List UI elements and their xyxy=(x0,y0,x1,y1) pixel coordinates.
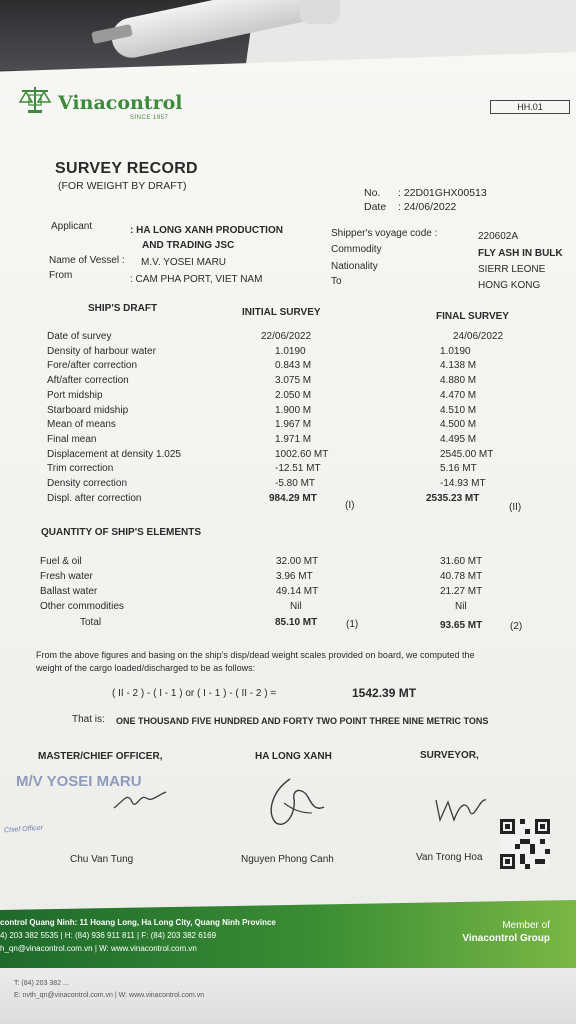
total-label: Total xyxy=(80,617,102,628)
voyage-label: Shipper's voyage code : xyxy=(331,228,438,239)
vessel-value: M.V. YOSEI MARU xyxy=(141,257,227,268)
result-value: 1542.39 MT xyxy=(352,686,417,700)
applicant-value-line2: AND TRADING JSC xyxy=(142,240,235,251)
element-row-label: Fresh water xyxy=(40,571,93,582)
element-row-final: 21.27 MT xyxy=(440,586,483,597)
master-signature xyxy=(110,780,170,820)
draft-row-final: -14.93 MT xyxy=(440,478,486,489)
qr-code-icon xyxy=(500,818,550,870)
draft-row-initial: 1.967 M xyxy=(275,419,312,431)
draft-row-initial: 3.075 M xyxy=(275,375,312,387)
total-initial: 85.10 MT xyxy=(275,617,318,628)
element-row-final: 40.78 MT xyxy=(440,571,483,582)
draft-row-final: 4.138 M xyxy=(440,360,477,372)
applicant-value: : HA LONG XANH PRODUCTION xyxy=(130,225,283,236)
words-value: ONE THOUSAND FIVE HUNDRED AND FORTY TWO POINT THREE NINE METRIC TONS xyxy=(116,716,489,726)
no-label: No. xyxy=(364,187,381,199)
element-row-label: Ballast water xyxy=(40,586,98,597)
words-label: That is: xyxy=(72,714,105,725)
from-label: From xyxy=(49,270,73,281)
element-row-initial: 49.14 MT xyxy=(276,586,319,597)
initial-tag: (I) xyxy=(345,500,355,511)
draft-row-label: Displ. after correction xyxy=(47,492,142,504)
draft-row-initial: 1.900 M xyxy=(275,404,312,416)
draft-row-final: 2535.23 MT xyxy=(426,492,480,504)
applicant-label: Applicant xyxy=(51,221,93,232)
total-final-tag: (2) xyxy=(510,621,523,632)
draft-row-label: Starboard midship xyxy=(47,404,129,416)
draft-row-initial: 0.843 M xyxy=(275,360,312,372)
scale-logo-icon xyxy=(18,84,52,114)
footer-phones: 4) 203 382 5535 | H: (84) 936 911 811 | F: (84) 203 382 6169 xyxy=(0,931,217,940)
master-name: Chu Van Tung xyxy=(70,854,134,865)
draft-row-final: 4.510 M xyxy=(440,404,477,416)
surveyor-heading: SURVEYOR, xyxy=(420,750,479,761)
commodity-value: FLY ASH IN BULK xyxy=(478,248,563,259)
draft-row-label: Trim correction xyxy=(47,463,114,475)
draft-row-initial: 2.050 M xyxy=(275,389,312,401)
draft-row-initial: -5.80 MT xyxy=(275,478,316,489)
from-value: : CAM PHA PORT, VIET NAM xyxy=(130,274,263,285)
final-tag: (II) xyxy=(509,502,522,513)
element-row-final: Nil xyxy=(455,601,467,612)
draft-row-label: Density of harbour water xyxy=(47,345,156,357)
draft-row-label: Density correction xyxy=(47,478,128,489)
nationality-value: SIERR LEONE xyxy=(478,264,546,275)
draft-row-label: Displacement at density 1.025 xyxy=(47,448,181,460)
master-heading: MASTER/CHIEF OFFICER, xyxy=(38,751,163,762)
draft-row-initial: 1002.60 MT xyxy=(275,448,329,460)
computation-intro-line2: weight of the cargo loaded/discharged to be as follows: xyxy=(36,663,256,673)
elements-heading: QUANTITY OF SHIP'S ELEMENTS xyxy=(41,527,201,538)
date-value: : 24/06/2022 xyxy=(398,201,457,213)
draft-row-final: 4.500 M xyxy=(440,419,477,431)
total-initial-tag: (1) xyxy=(346,619,359,630)
element-row-label: Fuel & oil xyxy=(40,556,82,567)
page-subtitle: (FOR WEIGHT BY DRAFT) xyxy=(58,180,187,192)
footer-email: h_qn@vinacontrol.com.vn | W: www.vinacontrol.com.vn xyxy=(0,944,197,953)
commodity-label: Commodity xyxy=(331,244,382,255)
draft-row-initial: 1.0190 xyxy=(275,345,306,357)
draft-row-initial: 984.29 MT xyxy=(269,492,317,504)
to-value: HONG KONG xyxy=(478,280,541,291)
middle-name: Nguyen Phong Canh xyxy=(241,854,334,865)
ship-stamp: M/V YOSEI MARU xyxy=(16,773,142,790)
draft-row-label: Final mean xyxy=(47,433,97,445)
draft-row-initial: -12.51 MT xyxy=(275,463,321,475)
middle-signature xyxy=(262,773,332,833)
draft-row-final: 2545.00 MT xyxy=(440,448,494,460)
final-survey-heading: FINAL SURVEY xyxy=(436,311,509,322)
vessel-label: Name of Vessel : xyxy=(49,255,125,266)
initial-survey-heading: INITIAL SURVEY xyxy=(242,307,321,318)
form-code: HH.01 xyxy=(490,100,570,114)
element-row-initial: 3.96 MT xyxy=(276,571,313,582)
surveyor-signature xyxy=(430,790,490,830)
to-label: To xyxy=(331,276,342,287)
draft-row-final: 5.16 MT xyxy=(440,463,477,475)
formula: ( II - 2 ) - ( I - 1 ) or ( I - 1 ) - ( II - 2 ) = xyxy=(112,688,277,699)
brand-name: Vinacontrol xyxy=(58,92,183,114)
draft-row-final: 4.495 M xyxy=(440,433,477,445)
draft-row-label: Date of survey xyxy=(47,331,112,342)
draft-row-initial: 1.971 M xyxy=(275,433,312,445)
date-label: Date xyxy=(364,201,387,213)
element-row-final: 31.60 MT xyxy=(440,556,483,567)
ship-stamp-sub: Chief Officer xyxy=(3,824,44,835)
page-title: SURVEY RECORD xyxy=(55,160,198,177)
no-value: : 22D01GHX00513 xyxy=(398,187,487,199)
draft-row-label: Aft/after correction xyxy=(47,375,129,387)
draft-row-label: Fore/after correction xyxy=(47,360,138,372)
member-group: Vinacontrol Group xyxy=(462,933,550,944)
element-row-label: Other commodities xyxy=(40,601,124,612)
computation-intro: From the above figures and basing on the ship's disp/dead weight scales provided on board, we computed the xyxy=(36,650,475,660)
element-row-initial: 32.00 MT xyxy=(276,556,319,567)
under-phone: T: (84) 203 382 ... xyxy=(14,980,69,987)
document-paper xyxy=(0,52,576,1024)
cable-connector xyxy=(300,0,340,24)
element-row-initial: Nil xyxy=(290,601,302,612)
voyage-value: 220602A xyxy=(478,231,519,242)
total-final: 93.65 MT xyxy=(440,620,483,631)
middle-heading: HA LONG XANH xyxy=(255,751,332,762)
draft-heading: SHIP'S DRAFT xyxy=(88,303,158,314)
draft-row-final: 24/06/2022 xyxy=(453,331,504,342)
draft-row-label: Mean of means xyxy=(47,419,116,431)
member-of: Member of xyxy=(502,920,550,931)
footer-address: control Quang Ninh: 11 Hoang Long, Ha Long City, Quang Ninh Province xyxy=(0,918,276,927)
draft-row-final: 4.880 M xyxy=(440,375,477,387)
draft-row-final: 1.0190 xyxy=(440,345,471,357)
draft-row-label: Port midship xyxy=(47,389,103,401)
draft-row-initial: 22/06/2022 xyxy=(261,331,312,342)
under-email: E: nvth_qn@vinacontrol.com.vn | W: www.vinacontrol.com.vn xyxy=(14,992,205,999)
brand-since: SINCE 1957 xyxy=(130,115,169,121)
surveyor-name: Van Trong Hoa xyxy=(416,852,483,863)
draft-row-final: 4.470 M xyxy=(440,389,477,401)
nationality-label: Nationality xyxy=(331,261,378,272)
